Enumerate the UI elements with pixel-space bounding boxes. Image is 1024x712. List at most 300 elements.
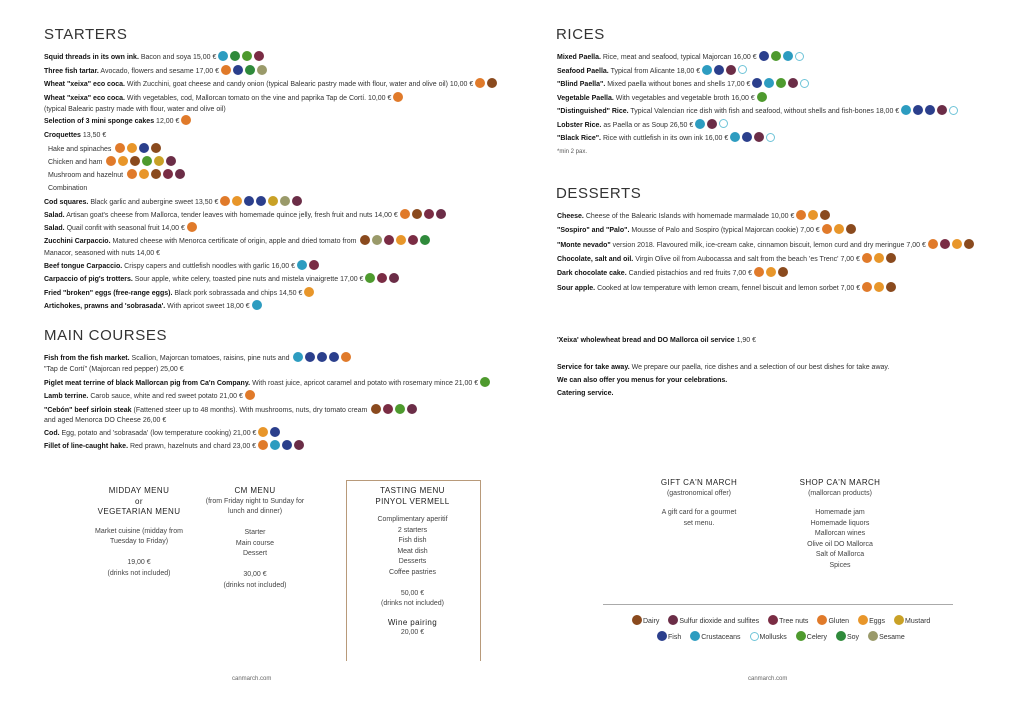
- wine-pairing-price: 20,00 €: [400, 629, 425, 636]
- sulfites-icon: [389, 273, 399, 283]
- item-description: Bacon and soya: [140, 54, 192, 61]
- menu-item: [44, 52, 264, 63]
- midday-menu: [84, 486, 194, 579]
- item-description: Rice with cuttlefish in its own ink: [602, 135, 703, 142]
- gluten-icon: [822, 224, 832, 234]
- item-name: Lobster Rice.: [557, 121, 602, 129]
- crustaceans-icon: [764, 78, 774, 88]
- fish-icon: [329, 352, 339, 362]
- menu-item: [44, 353, 351, 364]
- item-description: Avocado, flowers and sesame: [100, 68, 194, 75]
- shop-item: Salt of Mallorca: [815, 551, 865, 558]
- legend-label: Gluten: [828, 617, 850, 625]
- shop-subtitle: (mallorcan products): [808, 489, 872, 497]
- menu-item: [44, 79, 497, 90]
- item-name: Cod squares.: [44, 199, 89, 206]
- item-price: 14,00 €: [136, 250, 160, 257]
- dairy-icon: [964, 239, 974, 249]
- item-description: Black pork sobrassada and chips: [174, 290, 278, 297]
- legend-label: Soy: [847, 633, 860, 641]
- fish-icon: [742, 132, 752, 142]
- sulfites-icon: [292, 196, 302, 206]
- item-price: 18,00 €: [875, 108, 900, 115]
- shop-section: [785, 478, 895, 571]
- sulfites-icon: [166, 156, 176, 166]
- item-price: 17,00 €: [727, 81, 751, 88]
- gluten-icon: [928, 239, 938, 249]
- menu-line: [200, 518, 310, 529]
- service-title: Service for take away.: [557, 364, 630, 371]
- item-name: Wheat "xeixa" eco coca.: [44, 95, 125, 102]
- item-name: Vegetable Paella.: [557, 94, 614, 102]
- fish-icon: [233, 65, 243, 75]
- dairy-icon: [412, 209, 422, 219]
- menu-item: [557, 79, 809, 90]
- item-name: Cod.: [44, 430, 60, 437]
- menu-item: [44, 261, 319, 272]
- sesame-icon: [868, 631, 878, 641]
- item-price: 14,00 €: [374, 212, 398, 219]
- menu-line: (from Friday night to Sunday for: [205, 497, 305, 505]
- item-price: 21,00 €: [233, 430, 257, 437]
- dairy-icon: [778, 267, 788, 277]
- item-description: Artisan goat's cheese from Mallorca, tender leaves with homemade quince jelly, fresh fruit and nuts: [66, 212, 373, 219]
- midday-menu-title: MIDDAY MENU or VEGETARIAN MENU: [97, 486, 181, 516]
- legend-label: Sulfur dioxide and sulfites: [679, 617, 760, 625]
- item-name: "Black Rice".: [557, 135, 601, 142]
- item-name: Fried "broken" eggs (free-range eggs).: [44, 290, 173, 297]
- menu-item: [44, 93, 403, 104]
- item-description: Egg, potato and 'sobrasada' (low temperature cooking): [61, 430, 232, 437]
- item-price: 7,00 €: [840, 255, 860, 263]
- item-description: Matured cheese with Menorca certificate of origin, apple and dried tomato from: [112, 238, 357, 245]
- menu-item: [557, 240, 974, 251]
- item-description: "Tap de Cortí" (Majorcan red pepper): [44, 366, 159, 373]
- menu-item: [44, 236, 430, 247]
- menu-item: [44, 66, 267, 77]
- menu-item: [557, 133, 775, 144]
- gift-subtitle: (gastronomical offer): [666, 489, 732, 497]
- tree-nuts-icon: [309, 260, 319, 270]
- item-name: Three fish tartar.: [44, 68, 99, 75]
- menu-line: Complimentary aperitif: [377, 516, 448, 523]
- item-name: Carpaccio of pig's trotters.: [44, 276, 133, 283]
- item-description: Combination: [48, 185, 88, 192]
- fish-icon: [925, 105, 935, 115]
- dairy-icon: [632, 615, 642, 625]
- service-title: Catering service.: [557, 390, 614, 397]
- gluten-icon: [475, 78, 485, 88]
- menu-item: [557, 106, 958, 117]
- menu-line: 2 starters: [397, 526, 428, 534]
- wine-pairing-title: Wine pairing: [387, 617, 438, 627]
- legend-label: Dairy: [643, 617, 660, 625]
- item-description: Mixed paella without bones and shells: [607, 81, 726, 88]
- item-description: version 2018. Flavoured milk, ice-cream cake, cinnamon biscuit, lemon curd and dry meringue: [612, 241, 905, 249]
- item-name: Selection of 3 mini sponge cakes: [44, 118, 155, 125]
- eggs-icon: [858, 615, 868, 625]
- bread-service-name: 'Xeixa' wholewheat bread and DO Mallorca oil service: [557, 337, 735, 344]
- eggs-icon: [258, 427, 268, 437]
- item-price: 10,00 €: [449, 81, 474, 88]
- menu-line: Main course: [235, 539, 275, 547]
- mollusks-icon: [795, 52, 804, 61]
- item-price: 14,50 €: [279, 290, 303, 297]
- item-price: 16,00 €: [731, 94, 755, 102]
- shop-item: Spices: [829, 561, 851, 569]
- mollusks-icon: [766, 133, 775, 142]
- menu-item: [44, 391, 255, 402]
- menu-item: [44, 223, 197, 234]
- starters-heading: STARTERS: [44, 26, 128, 43]
- menu-line: [200, 560, 310, 571]
- item-description: Red prawn, hazelnuts and chard: [129, 443, 231, 450]
- gluten-icon: [181, 115, 191, 125]
- item-price: 7,00 €: [732, 270, 752, 278]
- fish-icon: [317, 352, 327, 362]
- item-price: 16,00 €: [271, 263, 295, 270]
- menu-item: [44, 441, 304, 452]
- mustard-icon: [268, 196, 278, 206]
- soy-icon: [230, 51, 240, 61]
- item-price: 16,00 €: [733, 54, 757, 61]
- item-price: 7,00 €: [840, 284, 861, 292]
- mollusks-icon: [750, 632, 759, 641]
- eggs-icon: [874, 282, 884, 292]
- service-text: We prepare our paella, rice dishes and a selection of our best dishes for take away.: [631, 364, 890, 371]
- item-description: Chicken and ham: [48, 159, 103, 166]
- dairy-icon: [886, 253, 896, 263]
- cm-menu-title: CM MENU: [234, 486, 276, 495]
- gluten-icon: [221, 65, 231, 75]
- item-name: Cheese.: [557, 213, 584, 220]
- item-name: Salad.: [44, 212, 65, 219]
- item-description: With apricot sweet: [167, 303, 225, 310]
- celery-icon: [771, 51, 781, 61]
- menu-item: [557, 66, 747, 77]
- crustaceans-icon: [293, 352, 303, 362]
- mollusks-icon: [800, 79, 809, 88]
- item-description: (typical Balearic pastry made with flour, water and olive oil): [44, 106, 226, 113]
- item-description: Virgin Olive oil from Aubocassa and salt from the beach 'es Trenc': [635, 255, 839, 263]
- dairy-icon: [846, 224, 856, 234]
- crustaceans-icon: [252, 300, 262, 310]
- sulfites-icon: [407, 404, 417, 414]
- tree-nuts-icon: [940, 239, 950, 249]
- item-name: Artichokes, prawns and 'sobrasada'.: [44, 303, 166, 310]
- item-name: Chocolate, salt and oil.: [557, 255, 634, 263]
- service-line: [557, 375, 727, 386]
- tree-nuts-icon: [408, 235, 418, 245]
- item-name: Zucchini Carpaccio.: [44, 238, 111, 245]
- crustaceans-icon: [730, 132, 740, 142]
- item-description: With vegetables and vegetable broth: [615, 94, 730, 102]
- menu-item: [557, 254, 896, 265]
- menu-line: Fish dish: [398, 537, 427, 544]
- eggs-icon: [396, 235, 406, 245]
- item-description: With Zucchini, goat cheese and candy onion (typical Balearic pastry made with flour, water and olive oil): [126, 81, 448, 88]
- item-price: 13,50 €: [195, 199, 219, 206]
- tree-nuts-icon: [383, 404, 393, 414]
- item-price: 7,00 €: [906, 241, 926, 249]
- crustaceans-icon: [783, 51, 793, 61]
- celery-icon: [480, 377, 490, 387]
- gluten-icon: [817, 615, 827, 625]
- item-description: Typical Valencian rice dish with fish and seafood, without shells and fish-bones: [630, 108, 874, 115]
- mustard-icon: [154, 156, 164, 166]
- menu-line: Starter: [244, 529, 266, 536]
- fish-icon: [282, 440, 292, 450]
- menu-line: Coffee pastries: [389, 568, 436, 576]
- crustaceans-icon: [218, 51, 228, 61]
- mustard-icon: [894, 615, 904, 625]
- legend-label: Mollusks: [759, 633, 787, 641]
- item-price: 13,50 €: [82, 132, 107, 139]
- legend-label: Crustaceans: [701, 633, 741, 641]
- tree-nuts-icon: [163, 169, 173, 179]
- item-description: Mousse of Palo and Sospiro (typical Majorcan cookie): [631, 227, 799, 235]
- item-price: 17,00 €: [195, 68, 219, 75]
- item-description: Candied pistachios and red fruits: [628, 270, 731, 278]
- item-price: 18,00 €: [676, 67, 701, 75]
- dairy-icon: [371, 404, 381, 414]
- item-name: Fish from the fish market.: [44, 355, 130, 362]
- menu-line: lunch and dinner): [227, 508, 283, 515]
- fish-icon: [714, 65, 724, 75]
- fish-icon: [305, 352, 315, 362]
- eggs-icon: [834, 224, 844, 234]
- shop-item: Olive oil DO Mallorca: [807, 540, 873, 548]
- legend-label: Celery: [806, 633, 827, 641]
- crustaceans-icon: [702, 65, 712, 75]
- service-line: [557, 388, 613, 399]
- item-name: Mixed Paella.: [557, 54, 601, 61]
- mollusks-icon: [949, 106, 958, 115]
- menu-item: [44, 130, 106, 141]
- gluten-icon: [754, 267, 764, 277]
- gluten-icon: [127, 169, 137, 179]
- item-price: 26,00 €: [142, 417, 167, 424]
- item-price: 25,00 €: [160, 366, 184, 373]
- gluten-icon: [862, 282, 872, 292]
- sulfites-icon: [294, 440, 304, 450]
- item-description: and aged Menorca DO Cheese: [44, 417, 141, 424]
- legend-label: Mustard: [905, 617, 931, 625]
- crustaceans-icon: [297, 260, 307, 270]
- eggs-icon: [118, 156, 128, 166]
- menu-item: [557, 52, 804, 63]
- celery-icon: [776, 78, 786, 88]
- desserts-heading: DESSERTS: [556, 185, 642, 202]
- fish-icon: [139, 143, 149, 153]
- menu-line: Meat dish: [397, 547, 428, 555]
- item-price: 23,00 €: [232, 443, 257, 450]
- gluten-icon: [220, 196, 230, 206]
- item-description: Quail confit with seasonal fruit: [66, 225, 160, 232]
- footer-right-url[interactable]: canmarch.com: [748, 676, 788, 682]
- fish-icon: [244, 196, 254, 206]
- eggs-icon: [766, 267, 776, 277]
- item-name: "Sospiro" and "Palo".: [557, 227, 630, 235]
- menu-line: [350, 578, 475, 589]
- fish-icon: [759, 51, 769, 61]
- item-price: 10,00 €: [771, 213, 795, 220]
- fish-icon: [657, 631, 667, 641]
- gluten-icon: [393, 92, 403, 102]
- dairy-icon: [151, 169, 161, 179]
- item-description: Sour apple, white celery, toasted pine nuts and mistela vinaigrette: [134, 276, 339, 283]
- service-line: [557, 362, 889, 373]
- item-name: Piglet meat terrine of black Mallorcan pig from Ca'n Company.: [44, 380, 251, 387]
- celery-icon: [242, 51, 252, 61]
- item-description: Scallion, Majorcan tomatoes, raisins, pine nuts and: [131, 355, 290, 362]
- tree-nuts-icon: [377, 273, 387, 283]
- celery-icon: [395, 404, 405, 414]
- item-description: Manacor, seasoned with nuts: [44, 250, 135, 257]
- gluten-icon: [341, 352, 351, 362]
- celery-icon: [757, 92, 767, 102]
- cm-menu: [200, 486, 310, 591]
- menu-item: [48, 183, 87, 194]
- item-description: With vegetables, cod, Mallorcan tomato on the vine and paprika Tap de Cortí.: [126, 95, 367, 102]
- sulfites-icon: [788, 78, 798, 88]
- menu-item: [48, 144, 161, 155]
- menu-item: [557, 120, 728, 131]
- soy-icon: [245, 65, 255, 75]
- item-description: With roast juice, apricot caramel and potato with rosemary mince: [252, 380, 453, 387]
- eggs-icon: [952, 239, 962, 249]
- sulfites-icon: [175, 169, 185, 179]
- eggs-icon: [139, 169, 149, 179]
- sulfites-icon: [668, 615, 678, 625]
- menu-item: [557, 93, 767, 104]
- sulfites-icon: [754, 132, 764, 142]
- menu-line: Desserts: [398, 558, 427, 565]
- tree-nuts-icon: [254, 51, 264, 61]
- gluten-icon: [400, 209, 410, 219]
- eggs-icon: [874, 253, 884, 263]
- item-price: 12,00 €: [156, 118, 180, 125]
- gift-line-2: set menu.: [683, 519, 715, 527]
- gift-line-1: A gift card for a gourmet: [661, 509, 737, 516]
- item-name: "Distinguished" Rice.: [557, 108, 629, 115]
- mollusks-icon: [719, 119, 728, 128]
- main-courses-heading: MAIN COURSES: [44, 327, 168, 344]
- item-description: (Fattened steer up to 48 months). With mushrooms, nuts, dry tomato cream: [133, 407, 368, 414]
- soy-icon: [836, 631, 846, 641]
- rices-heading: RICES: [556, 26, 605, 43]
- fish-icon: [752, 78, 762, 88]
- shop-title: SHOP CA'N MARCH: [799, 478, 881, 487]
- item-price: 15,00 €: [193, 54, 217, 61]
- dairy-icon: [360, 235, 370, 245]
- eggs-icon: [232, 196, 242, 206]
- menu-line: (drinks not included): [380, 600, 445, 607]
- dairy-icon: [820, 210, 830, 220]
- item-description: Black garlic and aubergine sweet: [90, 199, 194, 206]
- item-description: Cheese of the Balearic Islands with homemade marmalade: [585, 213, 770, 220]
- item-name: Beef tongue Carpaccio.: [44, 263, 123, 270]
- dairy-icon: [886, 282, 896, 292]
- menu-line: Market cuisine (midday from: [95, 527, 183, 535]
- legend-label: Eggs: [869, 617, 886, 625]
- menu-line: (drinks not included): [107, 569, 171, 577]
- shop-item: Homemade jam: [815, 509, 865, 516]
- item-description: Typical from Alicante: [610, 67, 675, 75]
- sesame-icon: [372, 235, 382, 245]
- crustaceans-icon: [695, 119, 705, 129]
- gluten-icon: [245, 390, 255, 400]
- bread-service-price: 1,90 €: [736, 337, 757, 344]
- tasting-menu: [350, 486, 475, 639]
- item-name: Fillet of line-caught hake.: [44, 443, 129, 450]
- item-price: 21,00 €: [219, 393, 243, 400]
- tree-nuts-icon: [424, 209, 434, 219]
- sulfites-icon: [436, 209, 446, 219]
- item-name: Salad.: [44, 225, 65, 232]
- legend-label: Tree nuts: [779, 617, 809, 625]
- item-name: Dark chocolate cake.: [557, 270, 627, 278]
- gluten-icon: [187, 222, 197, 232]
- menu-item: [557, 268, 788, 279]
- menu-item: [48, 157, 176, 168]
- legend-label: Fish: [668, 633, 682, 641]
- gluten-icon: [106, 156, 116, 166]
- celery-icon: [365, 273, 375, 283]
- menu-item: [44, 210, 446, 221]
- bread-service: [557, 335, 756, 346]
- menu-item: [44, 116, 191, 127]
- item-description: Cooked at low temperature with lemon cream, fennel biscuit and lemon sorbet: [597, 284, 839, 292]
- sulfites-icon: [726, 65, 736, 75]
- item-price: 21,00 €: [454, 380, 479, 387]
- item-name: "Cebón" beef sirloin steak: [44, 407, 132, 414]
- item-name: "Blind Paella".: [557, 81, 606, 88]
- celery-icon: [796, 631, 806, 641]
- gift-title: GIFT CA'N MARCH: [660, 478, 738, 487]
- crustaceans-icon: [690, 631, 700, 641]
- item-description: as Paella or as Soup: [603, 121, 668, 129]
- menu-item: [44, 301, 262, 312]
- item-name: "Monte nevado": [557, 241, 611, 249]
- mollusks-icon: [738, 65, 747, 74]
- menu-item: [44, 364, 184, 375]
- sulfites-icon: [937, 105, 947, 115]
- tree-nuts-icon: [384, 235, 394, 245]
- gluten-icon: [862, 253, 872, 263]
- menu-item: [557, 211, 830, 222]
- footer-left-url[interactable]: canmarch.com: [232, 676, 272, 682]
- item-name: Squid threads in its own ink.: [44, 54, 139, 61]
- legend-divider: [603, 604, 953, 605]
- item-name: Croquettes: [44, 132, 81, 139]
- item-description: Carob sauce, white and red sweet potato: [90, 393, 218, 400]
- menu-line: Tuesday to Friday): [109, 538, 169, 545]
- sulfites-icon: [707, 119, 717, 129]
- menu-item: [44, 274, 399, 285]
- menu-line: (drinks not included): [223, 581, 287, 589]
- sesame-icon: [280, 196, 290, 206]
- menu-item: [44, 415, 166, 426]
- gluten-icon: [258, 440, 268, 450]
- celery-icon: [142, 156, 152, 166]
- item-description: Crispy capers and cuttlefish noodles with garlic: [124, 263, 270, 270]
- menu-item: [44, 288, 314, 299]
- rices-note: *min 2 pax.: [557, 149, 588, 155]
- item-name: Lamb terrine.: [44, 393, 89, 400]
- menu-line: Dessert: [242, 550, 268, 557]
- menu-item: [44, 104, 226, 115]
